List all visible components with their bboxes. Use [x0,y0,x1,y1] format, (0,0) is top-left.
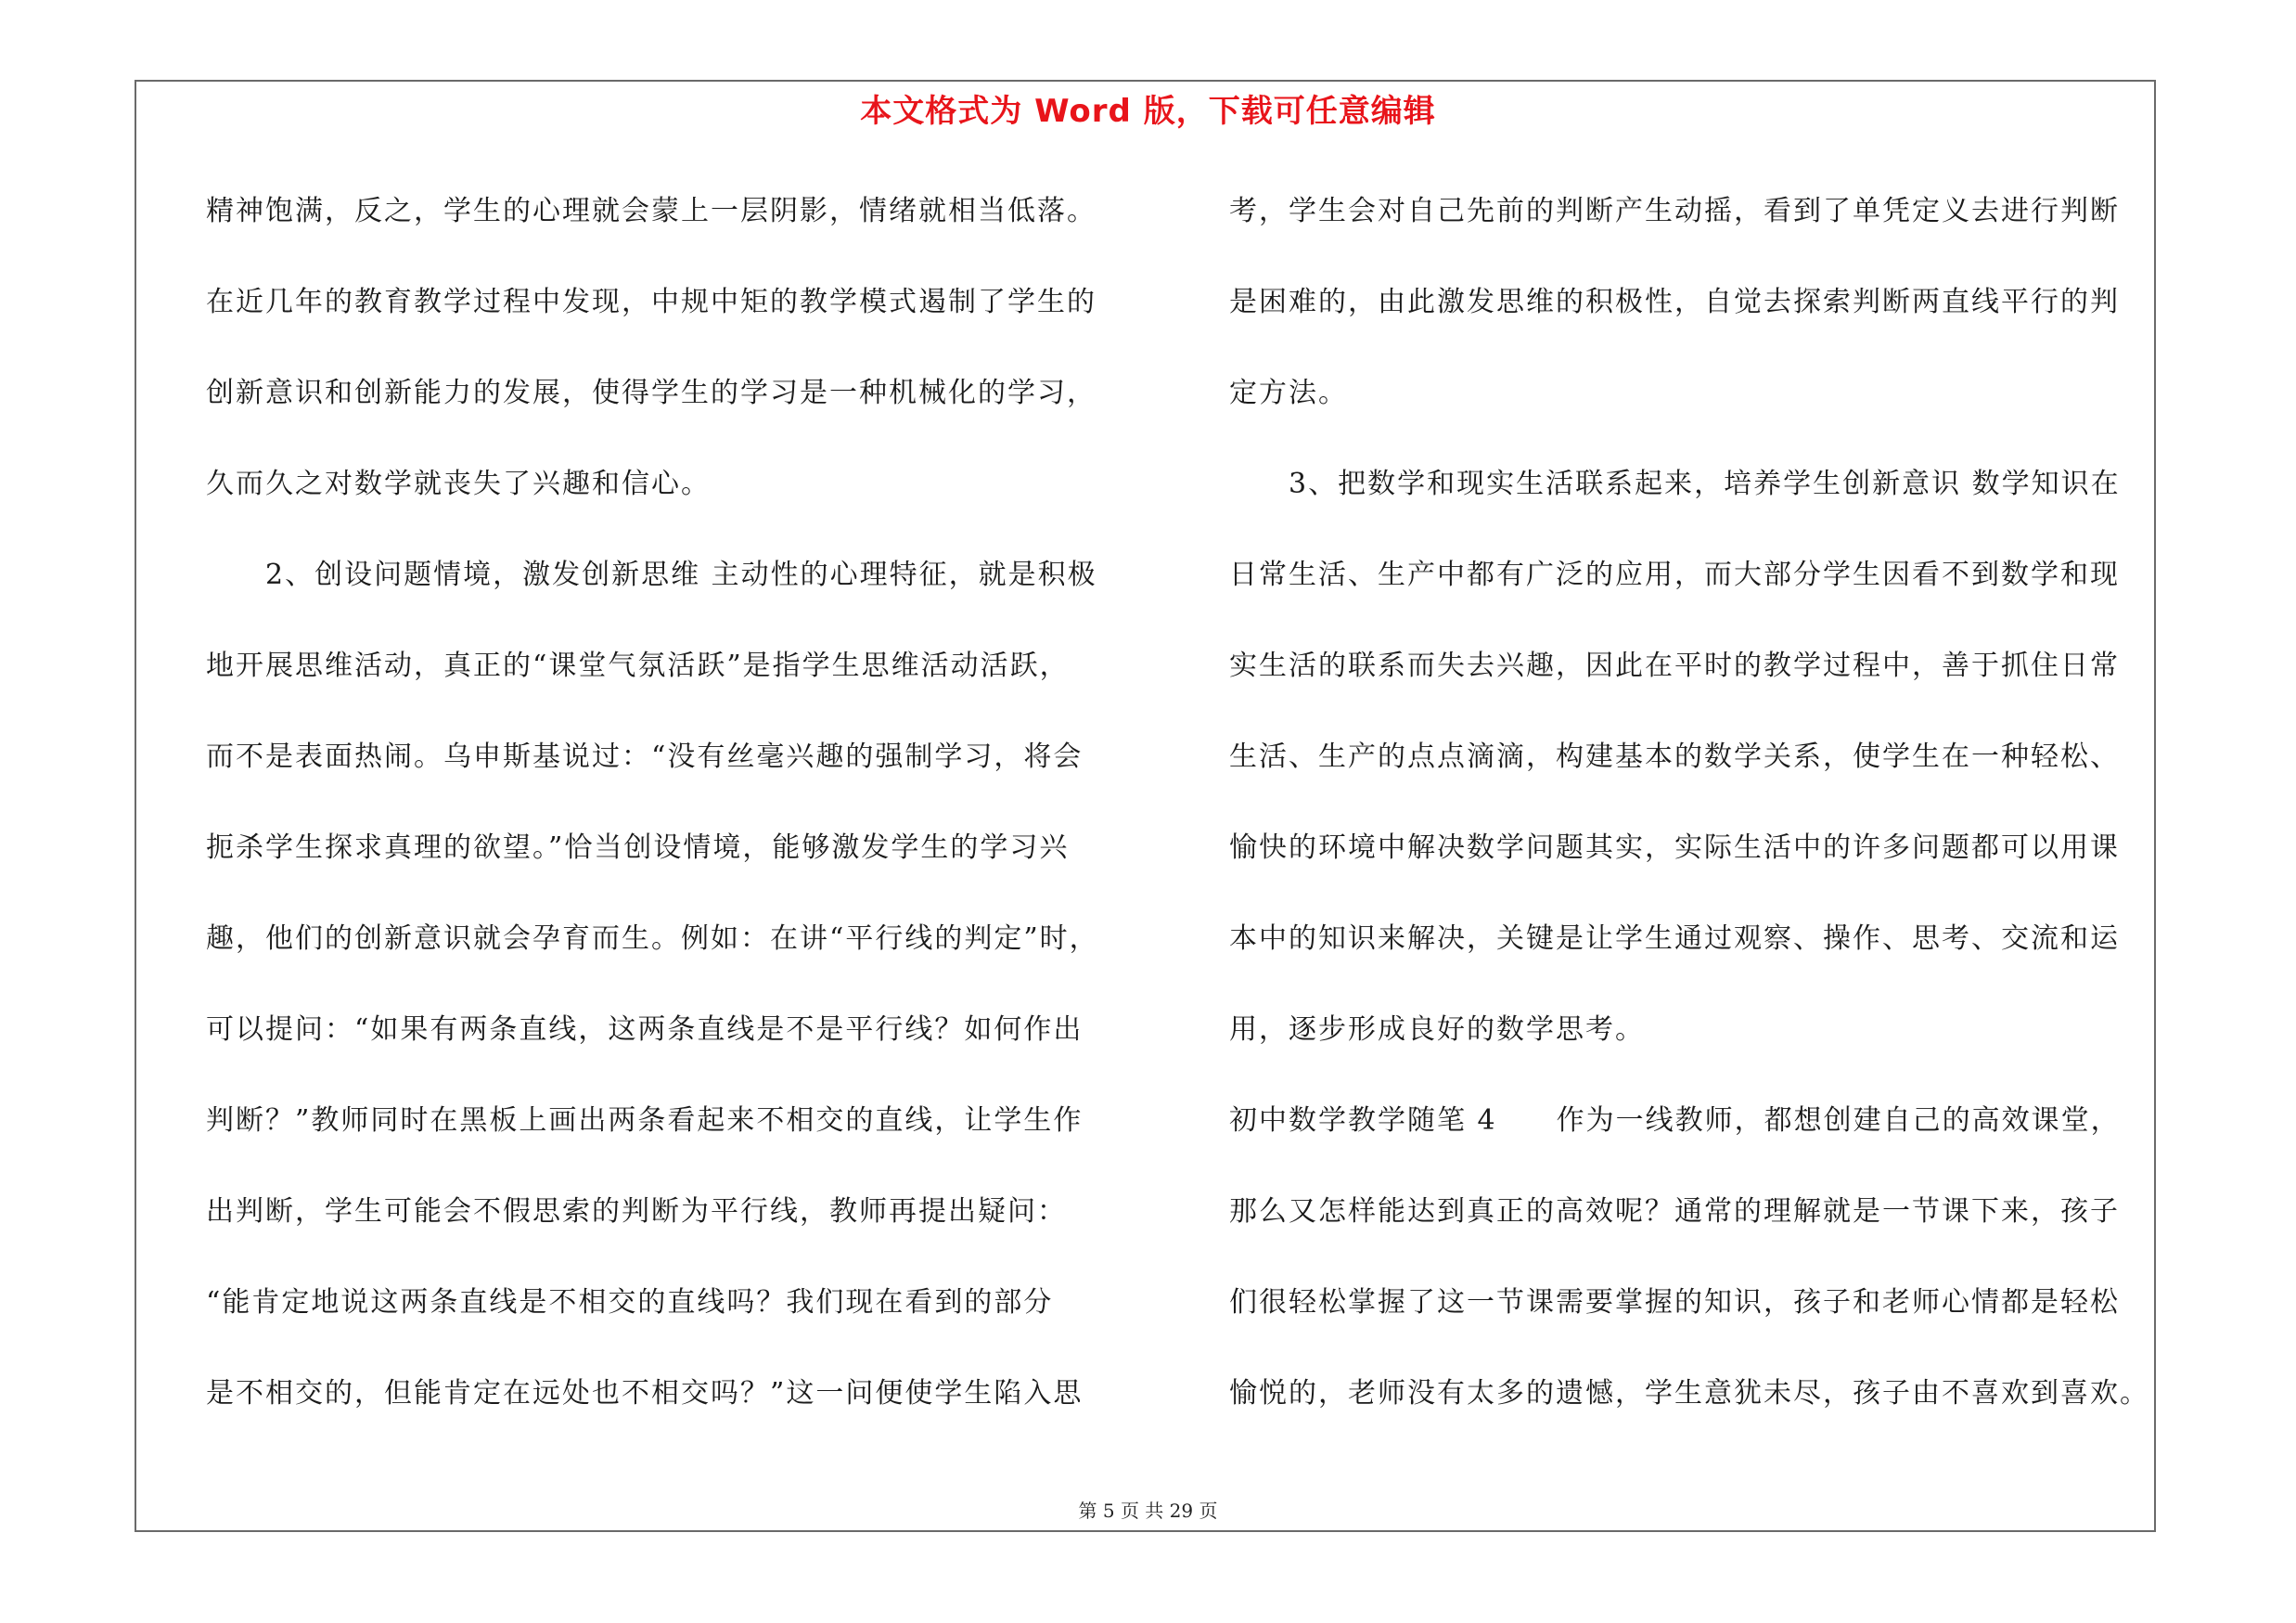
right-text-column [1229,184,2166,1457]
text-line: 是困难的，由此激发思维的积极性，自觉去探索判断两直线平行的判 [1229,286,2120,318]
text-line: 考，学生会对自己先前的判断产生动摇，看到了单凭定义去进行判断 [1229,195,2120,227]
text-line: 实生活的联系而失去兴趣，因此在平时的教学过程中，善于抓住日常 [1229,650,2120,682]
text-line: 创新意识和创新能力的发展，使得学生的学习是一种机械化的学习， [206,377,1097,409]
text-line: 本中的知识来解决，关键是让学生通过观察、操作、思考、交流和运 [1229,922,2120,955]
text-line: 愉快的环境中解决数学问题其实，实际生活中的许多问题都可以用课 [1229,831,2120,864]
text-line: 精神饱满，反之，学生的心理就会蒙上一层阴影，情绪就相当低落。 [206,195,1097,227]
text-line: 定方法。 [1229,377,1348,409]
text-line: 生活、生产的点点滴滴，构建基本的数学关系，使学生在一种轻松、 [1229,741,2120,773]
text-line: 初中数学教学随笔 4 作为一线教师，都想创建自己的高效课堂， [1229,1104,2121,1137]
page-number-footer: 第 5 页 共 29 页 [1078,1500,1218,1522]
text-line: 2、创设问题情境，激发创新思维 主动性的心理特征，就是积极 [206,559,1097,591]
text-line: 愉悦的，老师没有太多的遗憾，学生意犹未尽，孩子由不喜欢到喜欢。 [1229,1377,2149,1410]
left-text-column [206,184,1134,1457]
word-format-banner: 本文格式为 Word 版，下载可任意编辑 [860,93,1436,130]
text-line: 是不相交的，但能肯定在远处也不相交吗？”这一问便使学生陷入思 [206,1377,1084,1410]
text-line: 扼杀学生探求真理的欲望。”恰当创设情境，能够激发学生的学习兴 [206,831,1070,864]
text-line: 那么又怎样能达到真正的高效呢？通常的理解就是一节课下来，孩子 [1229,1195,2120,1228]
text-line: 而不是表面热闹。乌申斯基说过：“没有丝毫兴趣的强制学习，将会 [206,741,1084,773]
text-line: 用，逐步形成良好的数学思考。 [1229,1013,1645,1046]
text-line: 趣，他们的创新意识就会孕育而生。例如：在讲“平行线的判定”时， [206,922,1099,955]
text-line: 们很轻松掌握了这一节课需要掌握的知识，孩子和老师心情都是轻松 [1229,1286,2120,1319]
text-line: 出判断，学生可能会不假思索的判断为平行线，教师再提出疑问： [206,1195,1067,1228]
text-line: 日常生活、生产中都有广泛的应用，而大部分学生因看不到数学和现 [1229,559,2120,591]
text-line: “能肯定地说这两条直线是不相交的直线吗？我们现在看到的部分 [206,1286,1054,1319]
text-line: 可以提问：“如果有两条直线，这两条直线是不是平行线？如何作出 [206,1013,1084,1046]
text-line: 判断？”教师同时在黑板上画出两条看起来不相交的直线，让学生作 [206,1104,1084,1137]
text-line: 久而久之对数学就丧失了兴趣和信心。 [206,468,711,500]
text-line: 地开展思维活动，真正的“课堂气氛活跃”是指学生思维活动活跃， [206,650,1070,682]
text-line: 在近几年的教育教学过程中发现，中规中矩的教学模式遏制了学生的 [206,286,1097,318]
text-line: 3、把数学和现实生活联系起来，培养学生创新意识 数学知识在 [1229,468,2121,500]
